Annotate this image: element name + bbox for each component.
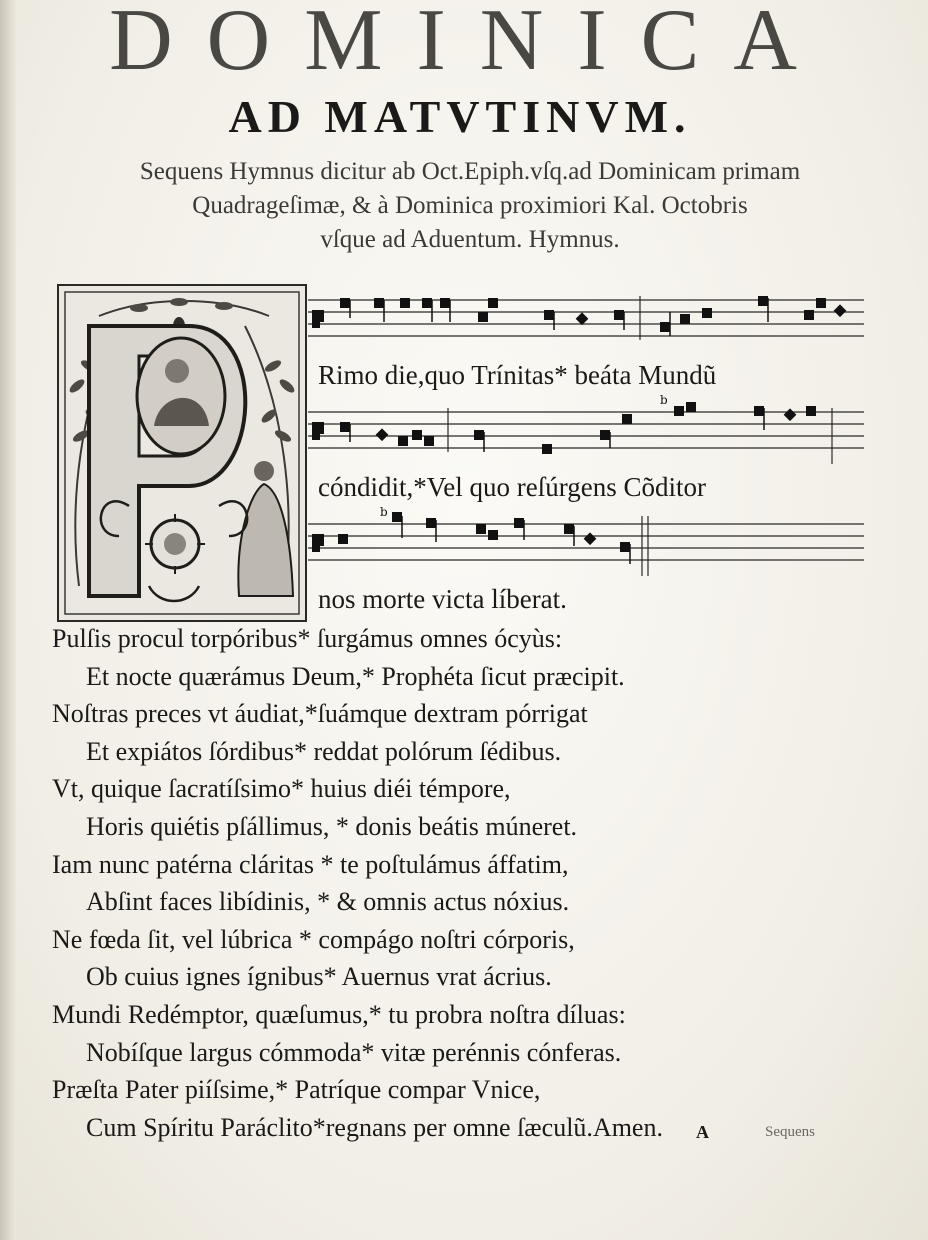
decorated-initial-p xyxy=(57,284,307,622)
verse-line: Ob cuius ignes ígnibus* Auernus vrat ácrius. xyxy=(86,962,552,992)
verse-line: Cum Spíritu Paráclito*regnans per omne ſæculũ.Amen. xyxy=(86,1112,663,1142)
verse-line: Noſtras preces vt áudiat,*ſuámque dextram pórrigat xyxy=(52,699,588,729)
page-title: DOMINICA xyxy=(109,0,831,89)
catchword: Sequens xyxy=(765,1124,815,1140)
signature-mark: A xyxy=(696,1122,709,1142)
rubric-intro xyxy=(40,155,900,257)
chant-lyric-line: cóndidit,*Vel quo reſúrgens Cõditor xyxy=(318,472,706,502)
verse-line: Ne fœda ſit, vel lúbrica * compágo noſtri córporis, xyxy=(52,924,575,954)
woodcut-illustration xyxy=(59,286,305,620)
verse-line: Horis quiétis pſállimus, * donis beátis múneret. xyxy=(86,811,578,841)
chant-lyric-line: Rimo die,quo Trínitas* beáta Mundũ xyxy=(318,360,717,390)
rubric-line: vſque ad Aduentum. Hymnus. xyxy=(320,226,620,253)
svg-text:b: b xyxy=(380,505,388,519)
page-edge-shadow xyxy=(0,0,16,1240)
verse-line: Iam nunc patérna cláritas * te poſtulámus áffatim, xyxy=(52,849,569,879)
chant-staff-1 xyxy=(308,292,864,352)
verse-line: Præſta Pater piíſsime,* Patríque compar Vnice, xyxy=(52,1075,541,1105)
verse-line: Vt, quique ſacratíſsimo* huius diéi témpore, xyxy=(52,774,511,804)
verse-line: Et expiátos ſórdibus* reddat polórum ſédibus. xyxy=(86,736,562,766)
svg-text:b: b xyxy=(660,393,668,407)
page-subtitle: AD MATVTINVM. xyxy=(228,91,692,142)
rubric-line: Quadrageſimæ, & à Dominica proximiori Kal. Octobris xyxy=(192,192,748,219)
verse-line: Pulſis procul torpóribus* ſurgámus omnes ócyùs: xyxy=(52,624,563,653)
chant-staff-3 xyxy=(308,505,864,576)
verse-line: Et nocte quærámus Deum,* Prophéta ſicut præcipit. xyxy=(86,661,625,691)
chant-lyric-line: nos morte victa líberat. xyxy=(318,584,567,614)
verse-line: Nobíſque largus cómmoda* vitæ perénnis cónferas. xyxy=(86,1037,622,1067)
verse-line: Mundi Redémptor, quæſumus,* tu probra noſtra díluas: xyxy=(52,999,626,1029)
rubric-line: Sequens Hymnus dicitur ab Oct.Epiph.vſq.ad Dominicam primam xyxy=(139,158,801,185)
chant-staff-2 xyxy=(308,393,864,464)
hymn-verses xyxy=(52,620,872,1146)
verse-line: Abſint faces libídinis, * & omnis actus nóxius. xyxy=(86,887,570,917)
